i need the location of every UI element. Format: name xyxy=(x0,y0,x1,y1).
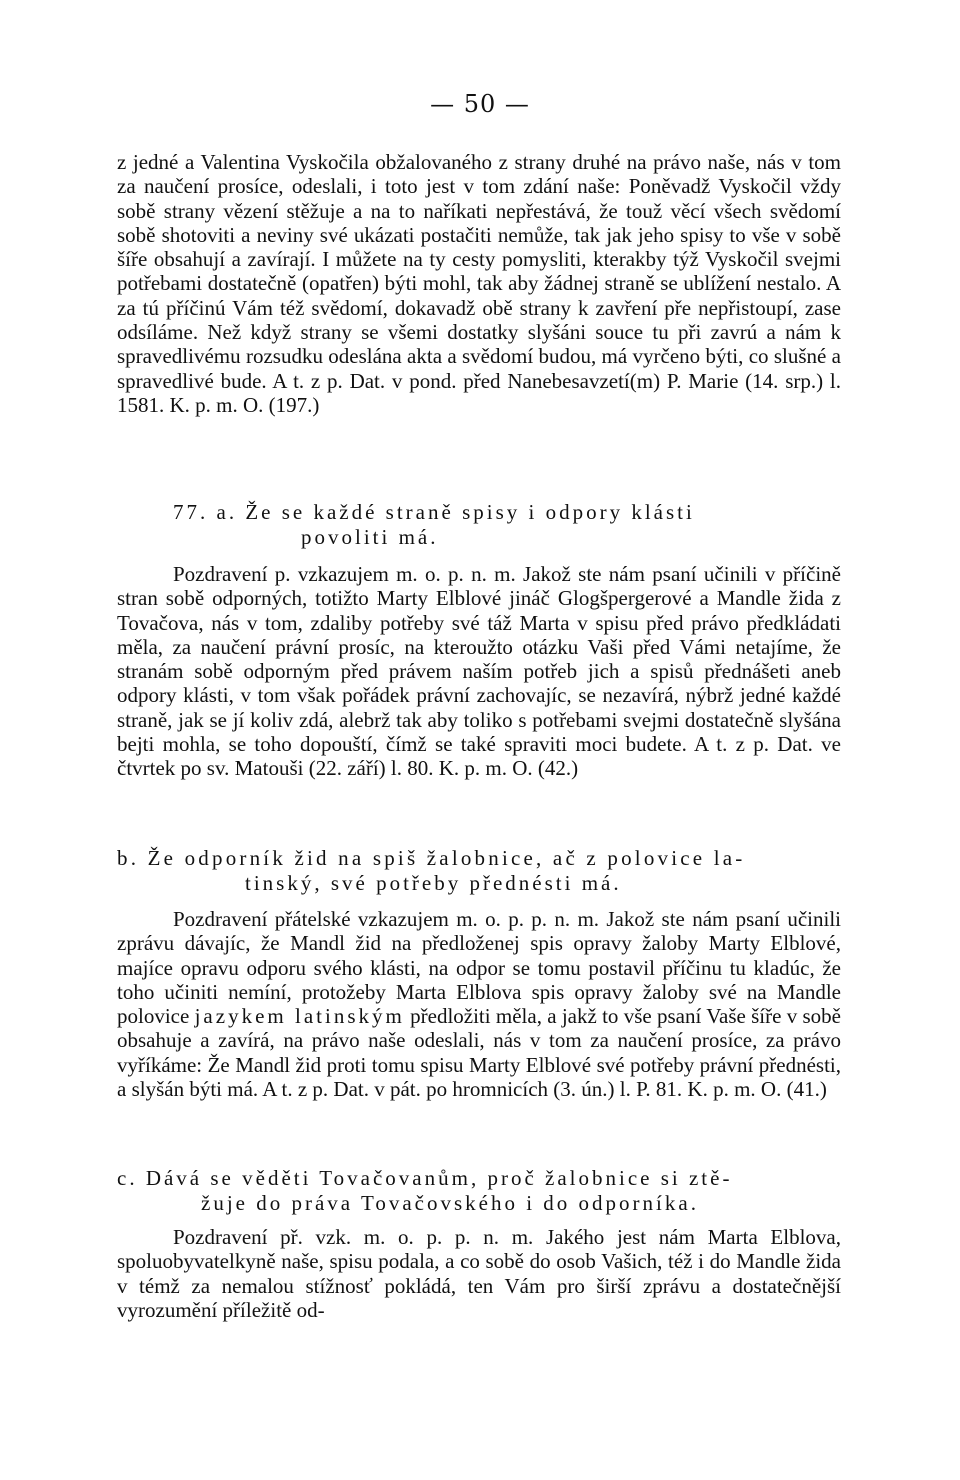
section-heading-c-line2: žuje do práva Tovačovského i do odporníka. xyxy=(201,1191,699,1215)
paragraph-4-text: Pozdravení př. vzk. m. o. p. p. n. m. Jakého jest nám Marta Elblova, spoluobyvatelkyně naše, spisu podala, a co sobě do osob Vašich, též i do Mandle žida v témž za nemalou stížnosť pokládá, ten Vám pro širší zprávu a dostatečnější vyrozumění příležitě od- xyxy=(117,1225,841,1322)
section-heading-b-line1: b. Že odporník žid na spiš žalobnice, ač z polovice la- xyxy=(117,846,746,870)
section-heading-b xyxy=(117,846,841,896)
section-heading-77a xyxy=(117,500,841,550)
paragraph-3-spaced-text: jazykem latinským xyxy=(194,1004,405,1029)
section-heading-77a-line1: 77. a. Že se každé straně spisy i odpory klásti xyxy=(173,500,695,524)
page-number xyxy=(0,90,960,118)
paragraph-4 xyxy=(117,1225,841,1322)
paragraph-2 xyxy=(117,562,841,781)
section-heading-b-line2: tinský, své potřeby přednésti má. xyxy=(245,871,622,895)
section-heading-c xyxy=(117,1166,841,1216)
paragraph-2-text: Pozdravení p. vzkazujem m. o. p. n. m. Jakož ste nám psaní učinili v příčině stran sobě odporných, totižto Marty Elblové jináč Glogšpergerové a Mandle žida z Tovačova, nás v tom, zdaliby potřeby své táž Marta v spisu před právo předkládati měla, za naučení právní prosíc, na kteroužto otázku Vaši před Vámi netajíme, že stranám sobě odporným před právem naším potřeb jich a spisů přednášeti aneb odpory klásti, v tom však pořádek právní zachovajíc, se nezavírá, nýbrž jedné každé straně, jak se jí koliv zdá, alebrž tak aby toliko s potřebami svejmi dostatečně slyšána bejti mohla, se toho dopouští, čímž se také spraviti moci budete. A t. z p. Dat. ve čtvrtek po sv. Matouši (22. září) l. 80. K. p. m. O. (42.) xyxy=(117,562,841,781)
section-heading-c-line1: c. Dává se věděti Tovačovanům, proč žalobnice si ztě- xyxy=(117,1166,733,1190)
section-heading-77a-line2: povoliti má. xyxy=(301,525,439,549)
paragraph-3-text-before: Pozdravení přátelské vzkazujem m. o. p. p. n. m. Jakož ste nám psaní učinili zprávu dávajíc, že Mandl žid na předloženej spis opravy žaloby Marty Elblové, majíce opravu odporu svého klásti, na odpor se tomu postavil příčinu tu kladúc, že toho učiniti nemíní, protožeby Marta Elblova spis opravy žaloby své na Mandle polovice xyxy=(117,907,841,1029)
page-number-text: — 50 — xyxy=(430,90,530,118)
paragraph-3 xyxy=(117,907,841,1101)
paragraph-1: z jedné a Valentina Vyskočila obžalovaného z strany druhé na právo naše, nás v tom za naučení prosíce, odeslali, i toto jest v tom zdání naše: Poněvadž Vyskočil vždy sobě strany vězení stěžuje a na to naříkati nepřestává, že touž věcí všech svědomí sobě shotoviti a neviny své ukázati postačiti nemůže, tak jak jeho spisy to vše v sobě šíře obsahují a zavírají. I můžete na ty cesty pomysliti, kterakby týž Vyskočil svejmi potřebami dostatečně (opatřen) býti mohl, tak aby žádnej straně se ublížení nestalo. A za tú příčinú Vám též svědomí, dokavadž obě strany k zavření pře nepřistoupí, zase odsíláme. Než když strany se všemi dostatky slyšáni souce tu při zavrú a nám k spravedlivému rozsudku odeslána akta a svědomí budou, má vyrčeno býti, co slušné a spravedlivé bude. A t. z p. Dat. v pond. před Nanebesavzetí(m) P. Marie (14. srp.) l. 1581. K. p. m. O. (197.) xyxy=(117,150,841,417)
paragraph-3-text-after: předložiti měla, a jakž to vše psaní Vaše šíře v sobě obsahuje a zavírá, na právo naše odeslali, nás v tom za naučení prosíce, za právo vyříkáme: Že Mandl žid proti tomu spisu Marty Elblové své potřeby právní přednésti, a slyšán býti má. A t. z p. Dat. v pát. po hromnicích (3. ún.) l. P. 81. K. p. m. O. (41.) xyxy=(117,1004,841,1102)
